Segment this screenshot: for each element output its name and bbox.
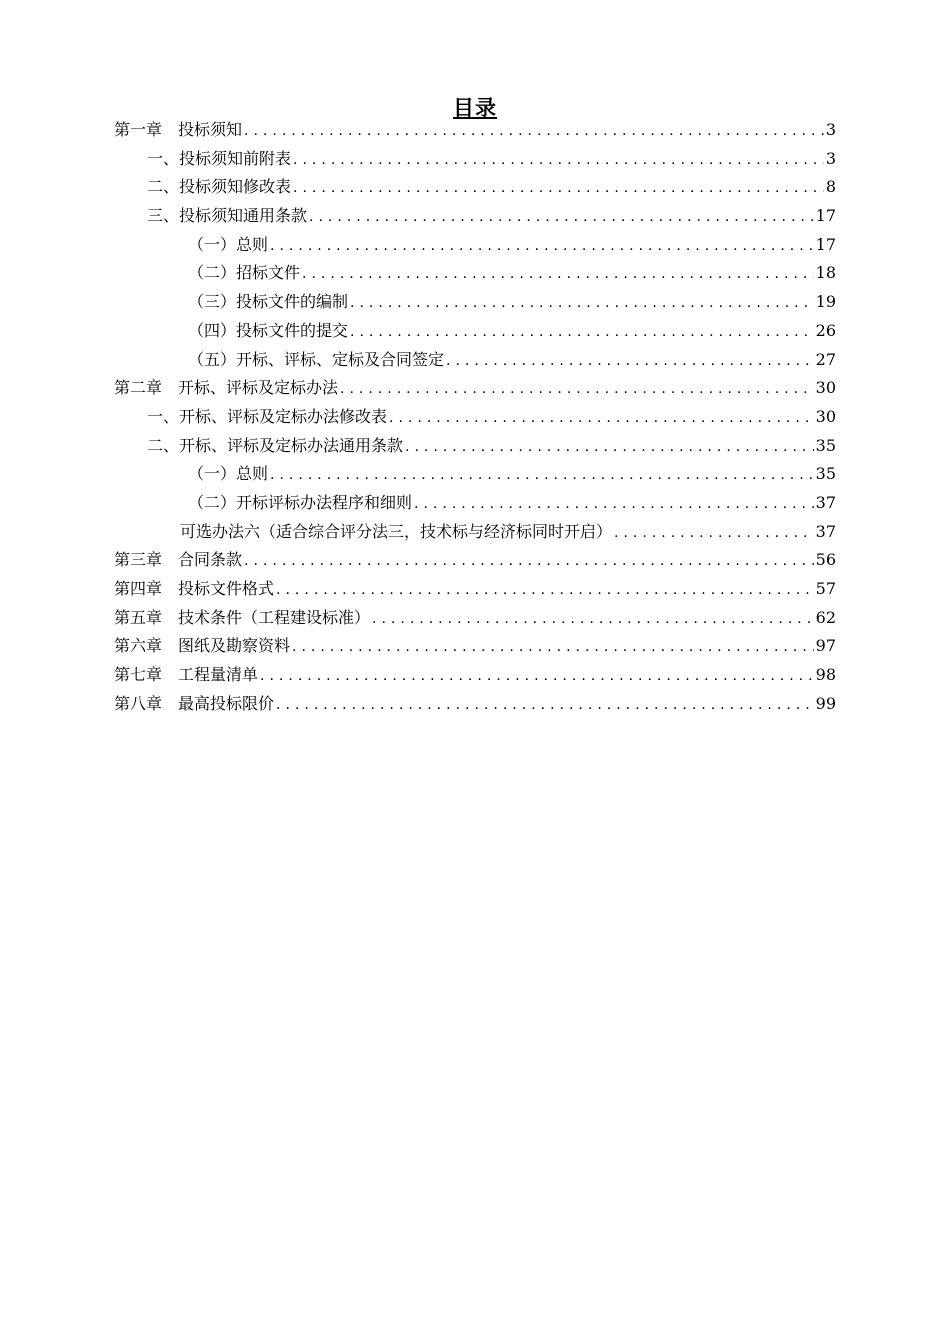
- toc-entry[interactable]: [0, 460, 836, 489]
- toc-page-number: 17: [815, 234, 836, 254]
- toc-page-number: 18: [815, 263, 836, 283]
- toc-page-number: 19: [815, 292, 836, 312]
- toc-entry[interactable]: [0, 317, 836, 346]
- toc-entry[interactable]: [0, 546, 836, 575]
- toc-entry[interactable]: [0, 690, 836, 719]
- dot-leader: [260, 662, 814, 691]
- toc-page-number: 37: [815, 521, 836, 541]
- toc-entry[interactable]: [0, 145, 836, 174]
- dot-leader: [614, 519, 814, 548]
- toc-entry-label: （四）投标文件的提交: [188, 320, 349, 340]
- toc-entry[interactable]: [0, 288, 836, 317]
- toc-entry[interactable]: [0, 632, 836, 661]
- toc-entry[interactable]: [0, 432, 836, 461]
- toc-entry-label: 一、投标须知前附表: [147, 148, 292, 168]
- dot-leader: [302, 260, 814, 289]
- toc-page-number: 26: [815, 320, 836, 340]
- toc-entry-label: 二、开标、评标及定标办法通用条款: [147, 435, 404, 455]
- toc-entry[interactable]: [0, 231, 836, 260]
- toc-page-number: 30: [815, 378, 836, 398]
- toc-page-number: 35: [815, 435, 836, 455]
- dot-leader: [244, 117, 824, 146]
- dot-leader: [276, 691, 814, 720]
- toc-entry[interactable]: [0, 661, 836, 690]
- toc-title: 目录: [453, 95, 497, 120]
- toc-entry-label: （三）投标文件的编制: [188, 292, 349, 312]
- toc-entry-label: （一）总则: [188, 464, 269, 484]
- toc-entry-label: （一）总则: [188, 234, 269, 254]
- toc-page-number: 57: [815, 579, 836, 598]
- toc-entry-label: 第六章 图纸及勘察资料: [114, 636, 291, 656]
- toc-entry[interactable]: [0, 202, 836, 231]
- toc-page-number: 3: [825, 148, 836, 168]
- dot-leader: [270, 232, 814, 261]
- toc-page-number: 8: [825, 177, 836, 197]
- toc-entry[interactable]: [0, 173, 836, 202]
- toc-entry[interactable]: [0, 374, 836, 403]
- dot-leader: [350, 318, 814, 347]
- toc-page-number: 62: [815, 607, 836, 627]
- dot-leader: [350, 289, 814, 318]
- toc-entry[interactable]: [0, 575, 836, 604]
- dot-leader: [293, 174, 824, 203]
- toc-entry-label: 可选办法六（适合综合评分法三，技术标与经济标同时开启）: [180, 521, 613, 541]
- toc-entry[interactable]: [0, 116, 836, 145]
- toc-page-number: 97: [815, 636, 836, 656]
- toc-page-number: 17: [815, 206, 836, 226]
- dot-leader: [389, 404, 814, 433]
- toc-page-number: 56: [815, 550, 836, 570]
- toc-entry[interactable]: [0, 346, 836, 375]
- toc-entry[interactable]: [0, 403, 836, 432]
- dot-leader: [446, 347, 814, 376]
- toc-entry-label: 第八章 最高投标限价: [114, 693, 275, 713]
- dot-leader: [414, 490, 814, 519]
- toc-page-number: 99: [815, 693, 836, 713]
- dot-leader: [276, 576, 814, 605]
- dot-leader: [372, 605, 814, 634]
- toc-entry[interactable]: [0, 518, 836, 547]
- toc-entry[interactable]: [0, 259, 836, 288]
- table-of-contents: [0, 116, 950, 718]
- toc-entry-label: 第二章 开标、评标及定标办法: [114, 378, 339, 398]
- toc-entry[interactable]: [0, 604, 836, 633]
- toc-entry-label: （二）开标评标办法程序和细则: [188, 492, 413, 512]
- dot-leader: [309, 203, 814, 232]
- dot-leader: [293, 146, 824, 175]
- toc-page-number: 37: [815, 492, 836, 512]
- toc-entry-label: 一、开标、评标及定标办法修改表: [147, 406, 388, 426]
- dot-leader: [340, 375, 814, 404]
- toc-page-number: 30: [815, 406, 836, 426]
- toc-entry-label: 三、投标须知通用条款: [147, 206, 308, 226]
- toc-entry-label: 第三章 合同条款: [114, 550, 243, 570]
- toc-entry-label: （二）招标文件: [188, 263, 301, 283]
- toc-entry[interactable]: [0, 489, 836, 518]
- toc-page-number: 35: [815, 464, 836, 484]
- dot-leader: [244, 547, 814, 576]
- dot-leader: [292, 633, 814, 662]
- toc-entry-label: （五）开标、评标、定标及合同签定: [188, 349, 445, 369]
- toc-entry-label: 第一章 投标须知: [114, 120, 243, 139]
- toc-page-number: 27: [815, 349, 836, 369]
- toc-entry-label: 二、投标须知修改表: [147, 177, 292, 197]
- dot-leader: [405, 433, 814, 462]
- toc-entry-label: 第五章 技术条件（工程建设标准）: [114, 607, 371, 627]
- toc-page-number: 98: [815, 665, 836, 685]
- dot-leader: [270, 461, 814, 490]
- toc-entry-label: 第七章 工程量清单: [114, 665, 259, 685]
- toc-page-number: 3: [825, 120, 836, 139]
- toc-entry-label: 第四章 投标文件格式: [114, 579, 275, 598]
